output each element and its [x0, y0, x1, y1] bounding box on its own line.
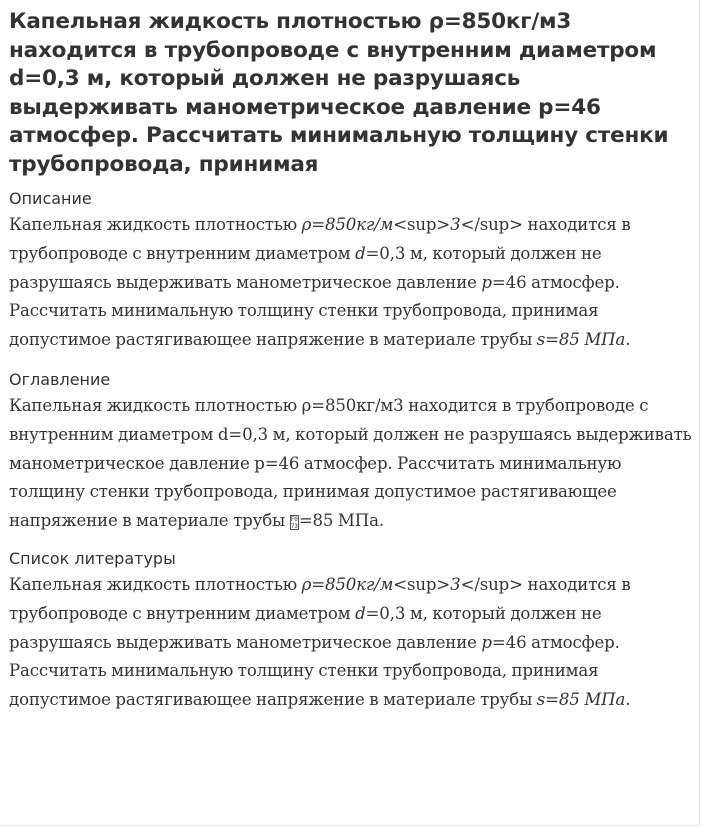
contents-text-part: Капельная жидкость плотностью ρ=850кг/м3 находится в трубопроводе с внутренним диаметром d=0,3 м, который должен не разрушаясь выдерживать манометрическое давление p=46 атмосфер. Рассчитать минимальную толщину стенки трубопровода, принимая допустимое растягивающее напряжение в материале трубы — [9, 395, 692, 531]
contents-text — [9, 392, 695, 536]
sup-tag-open: <sup> — [393, 215, 451, 234]
references-text-part: =46 атмосфер. Рассчитать минимальную толщину стенки трубопровода, принимая допустимое растягивающее напряжение в материале трубы — [9, 632, 620, 710]
document-content — [9, 8, 695, 730]
description-text-part: Капельная жидкость плотностью — [9, 215, 302, 234]
density-value: ρ=850кг/м — [301, 574, 394, 594]
sup-tag-close: </sup> — [460, 215, 523, 234]
missing-glyph-icon: F0 73 — [290, 516, 298, 531]
density-value: ρ=850кг/м — [301, 215, 394, 234]
description-text-part: находится в трубопроводе с внутренним диаметром — [9, 215, 631, 263]
description-text-part: =46 атмосфер. Рассчитать минимальную толщину стенки трубопровода, принимая допустимое растягивающее напряжение в материале трубы — [9, 272, 620, 350]
references-text-part: Капельная жидкость плотностью — [9, 574, 302, 594]
references-text — [9, 571, 695, 715]
sup-value: 3 — [450, 215, 461, 234]
description-text-end: . — [625, 330, 631, 350]
description-text — [9, 211, 695, 355]
references-text-end: . — [625, 690, 631, 710]
references-text-part: =0,3 м, который должен не разрушаясь выдерживать манометрическое давление — [9, 603, 602, 652]
stress-value: s=85 МПа — [536, 330, 626, 350]
diameter-symbol: d — [355, 243, 366, 263]
page-title: Капельная жидкость плотностью ρ=850кг/м3 находится в трубопроводе с внутренним диаметром d=0,3 м, который должен не разрушаясь выдерживать манометрическое давление p=46 атмосфер. Рассчитать минимальную толщину стенки трубопровода, принимая — [9, 9, 669, 177]
references-section — [9, 549, 695, 715]
description-section — [9, 189, 695, 355]
description-label: Описание — [9, 189, 92, 208]
pressure-symbol: p — [481, 272, 492, 292]
references-text-part: находится в трубопроводе с внутренним диаметром — [9, 574, 631, 623]
pressure-symbol: p — [481, 632, 492, 652]
sup-tag-open: <sup> — [393, 574, 451, 594]
contents-text-end: =85 МПа. — [298, 511, 384, 531]
contents-label: Оглавление — [9, 369, 111, 389]
stress-value: s=85 МПа — [536, 690, 626, 710]
diameter-symbol: d — [355, 603, 366, 623]
references-label: Список литературы — [9, 548, 176, 568]
contents-section — [9, 370, 695, 536]
description-text-part: =0,3 м, который должен не разрушаясь выдерживать манометрическое давление — [9, 243, 602, 292]
sup-tag-close: </sup> — [460, 574, 523, 594]
sup-value: 3 — [450, 574, 461, 594]
